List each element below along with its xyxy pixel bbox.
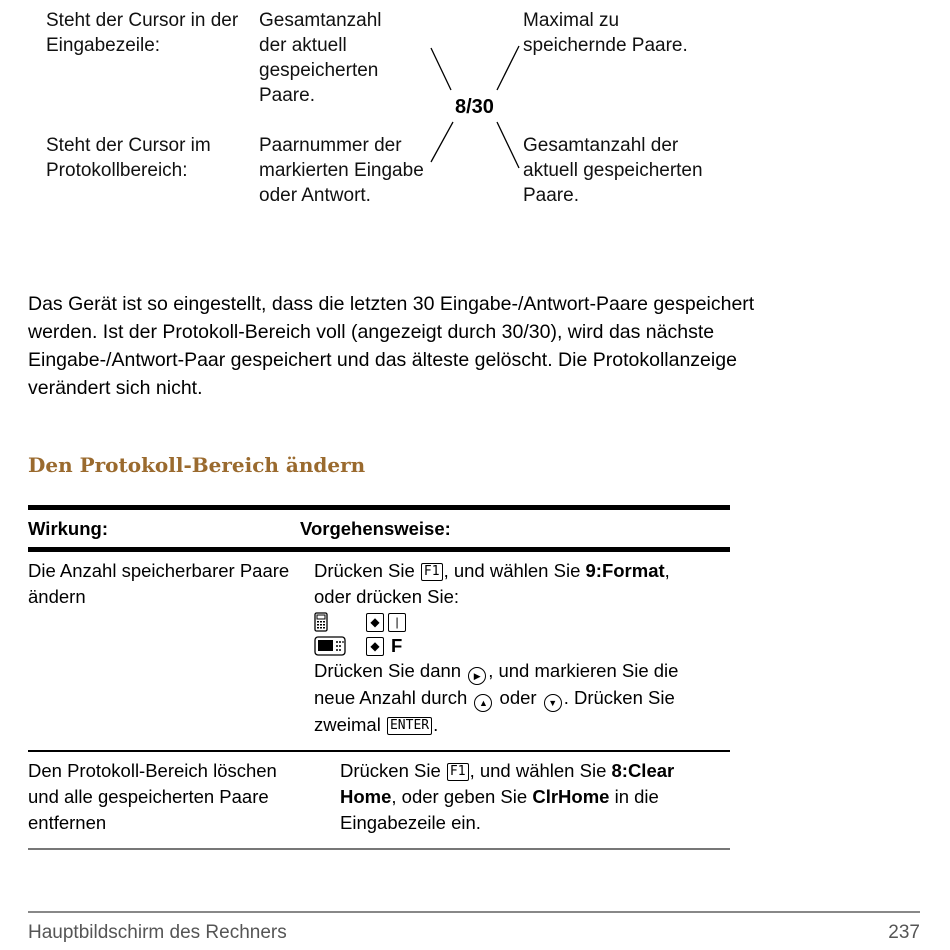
cursor-entry-line-label: Steht der Cursor in der Eingabezeile:: [46, 10, 239, 56]
text-run: , und wählen Sie: [469, 760, 612, 781]
text-run: . Drücken Sie: [563, 687, 675, 708]
entry-total-pairs-text: Gesamtanzahl der aktuell gespeicherten Paare.: [259, 10, 382, 106]
voyage-keystroke: [314, 634, 730, 658]
cursor-right-icon: ▶: [468, 667, 486, 685]
row1-effect: Die Anzahl speicherbarer Paare ändern: [28, 560, 290, 607]
paragraph-line: Eingabe-/Antwort-Paar gespeichert und das älteste gelöscht. Die Protokollanzeige: [28, 349, 737, 371]
enter-key: ENTER: [387, 717, 432, 735]
ti89-calculator-icon: [314, 612, 366, 632]
diamond-key: ◆: [366, 637, 384, 656]
f1-key: F1: [421, 563, 443, 581]
command-name: ClrHome: [532, 786, 610, 807]
row1-procedure: [314, 552, 730, 750]
cursor-down-icon: ▼: [544, 694, 562, 712]
header-effect: Wirkung:: [28, 518, 108, 539]
header-procedure: Vorgehensweise:: [300, 518, 451, 539]
text-run: , und wählen Sie: [443, 560, 586, 581]
voyage200-calculator-icon: [314, 636, 366, 656]
footer-chapter-title: Hauptbildschirm des Rechners: [28, 922, 287, 943]
paragraph-line: werden. Ist der Protokoll-Bereich voll (angezeigt durch 30/30), wird das nächste: [28, 321, 715, 343]
text-run: , oder geben Sie: [391, 786, 533, 807]
row2-procedure: [340, 752, 730, 848]
history-counter-label: 8/30: [455, 96, 494, 118]
pointer-line-bottom-right: [497, 122, 519, 168]
text-run: , und markieren Sie die: [488, 660, 679, 681]
text-run: oder drücken Sie:: [314, 586, 460, 607]
text-run: Drücken Sie: [340, 760, 446, 781]
page-number: 237: [888, 922, 920, 943]
text-run: .: [433, 714, 439, 735]
section-heading: Den Protokoll-Bereich ändern: [28, 453, 366, 477]
menu-option: Home: [340, 786, 392, 807]
text-run: neue Anzahl durch: [314, 687, 473, 708]
paragraph-line: verändert sich nicht.: [28, 377, 203, 399]
text-run: oder: [494, 687, 542, 708]
f-key: F: [391, 635, 403, 656]
table-row: [28, 752, 730, 848]
pointer-lines: [0, 0, 950, 220]
menu-option: 8:Clear: [611, 760, 675, 781]
text-run: Drücken Sie: [314, 560, 420, 581]
history-description-paragraph: [28, 290, 908, 402]
max-pairs-text: Maximal zu speichernde Paare.: [523, 10, 688, 56]
text-run: Drücken Sie dann: [314, 660, 467, 681]
text-run: Eingabezeile ein.: [340, 812, 481, 833]
text-run: zweimal: [314, 714, 386, 735]
diamond-key: ◆: [366, 613, 384, 632]
table-row: [28, 552, 730, 750]
paragraph-line: Das Gerät ist so eingestellt, dass die letzten 30 Eingabe-/Antwort-Paare gespeichert: [28, 293, 755, 315]
pointer-line-top-right: [497, 46, 519, 90]
menu-option: 9:Format: [585, 560, 665, 581]
history-total-pairs-text: Gesamtanzahl der aktuell gespeicherten Paare.: [523, 135, 703, 206]
ti89-keystroke: [314, 610, 730, 634]
procedure-table: [28, 505, 730, 850]
text-run: in die: [609, 786, 659, 807]
row2-effect: Den Protokoll-Bereich löschen und alle gespeicherten Paare entfernen: [28, 760, 277, 833]
f1-key: F1: [447, 763, 469, 781]
pointer-line-top-left: [431, 48, 451, 90]
text-run: ,: [664, 560, 670, 581]
pair-number-text: Paarnummer der markierten Eingabe oder Antwort.: [259, 135, 424, 206]
cursor-up-icon: ▲: [474, 694, 492, 712]
footer-rule: [28, 911, 920, 913]
cursor-history-area-label: Steht der Cursor im Protokollbereich:: [46, 135, 211, 181]
bar-key: |: [388, 613, 406, 632]
table-bottom-rule: [28, 848, 730, 850]
pointer-line-bottom-left: [431, 122, 453, 162]
